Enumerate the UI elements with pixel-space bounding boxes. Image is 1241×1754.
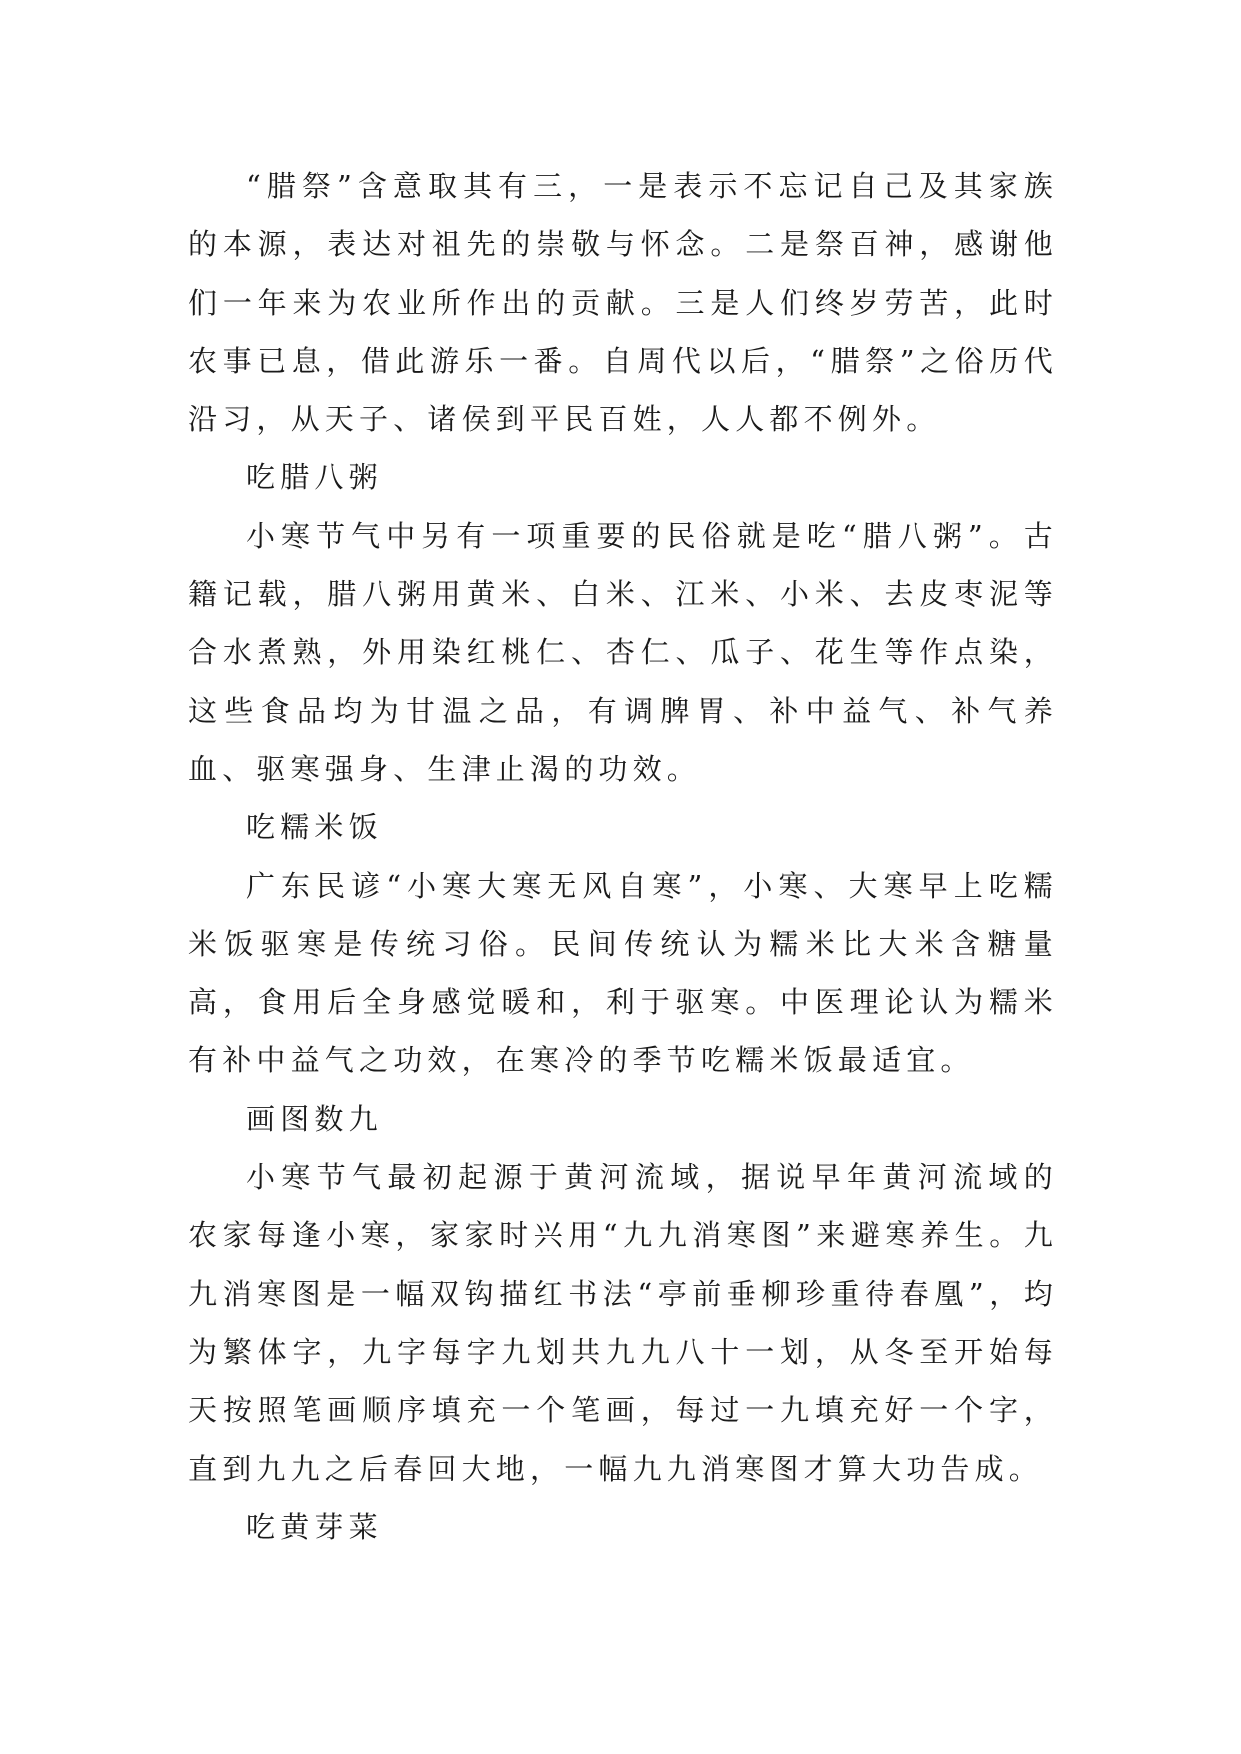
paragraph-counting-nines: 小寒节气最初起源于黄河流域，据说早年黄河流域的农家每逢小寒，家家时兴用“九九消寒图”来避寒养生。九九消寒图是一幅双钩描红书法“亭前垂柳珍重待春凰”，均为繁体字，九字每字九划共九九八十一划，从冬至开始每天按照笔画顺序填充一个笔画，每过一九填充好一个字，直到九九之后春回大地，一幅九九消寒图才算大功告成。 xyxy=(188,1160,1058,1486)
document-body xyxy=(188,157,1058,1556)
section-heading-glutinous-rice: 吃糯米饭 xyxy=(246,810,383,845)
section-heading-la-ba-porridge: 吃腊八粥 xyxy=(246,460,383,495)
paragraph-la-ji-meaning: “腊祭”含意取其有三，一是表示不忘记自己及其家族的本源，表达对祖先的崇敬与怀念。二是祭百神，感谢他们一年来为农业所作出的贡献。三是人们终岁劳苦，此时农事已息，借此游乐一番。自周代以后，“腊祭”之俗历代沿习，从天子、诸侯到平民百姓，人人都不例外。 xyxy=(188,169,1058,437)
paragraph-la-ba-porridge: 小寒节气中另有一项重要的民俗就是吃“腊八粥”。古籍记载，腊八粥用黄米、白米、江米、小米、去皮枣泥等合水煮熟，外用染红桃仁、杏仁、瓜子、花生等作点染，这些食品均为甘温之品，有调脾胃、补中益气、补气养血、驱寒强身、生津止渴的功效。 xyxy=(188,518,1058,786)
paragraph-glutinous-rice: 广东民谚“小寒大寒无风自寒”，小寒、大寒早上吃糯米饭驱寒是传统习俗。民间传统认为糯米比大米含糖量高，食用后全身感觉暖和，利于驱寒。中医理论认为糯米有补中益气之功效，在寒冷的季节吃糯米饭最适宜。 xyxy=(188,868,1058,1078)
section-heading-counting-nines: 画图数九 xyxy=(246,1101,383,1136)
section-heading-yellow-sprout-cabbage: 吃黄芽菜 xyxy=(246,1509,383,1544)
